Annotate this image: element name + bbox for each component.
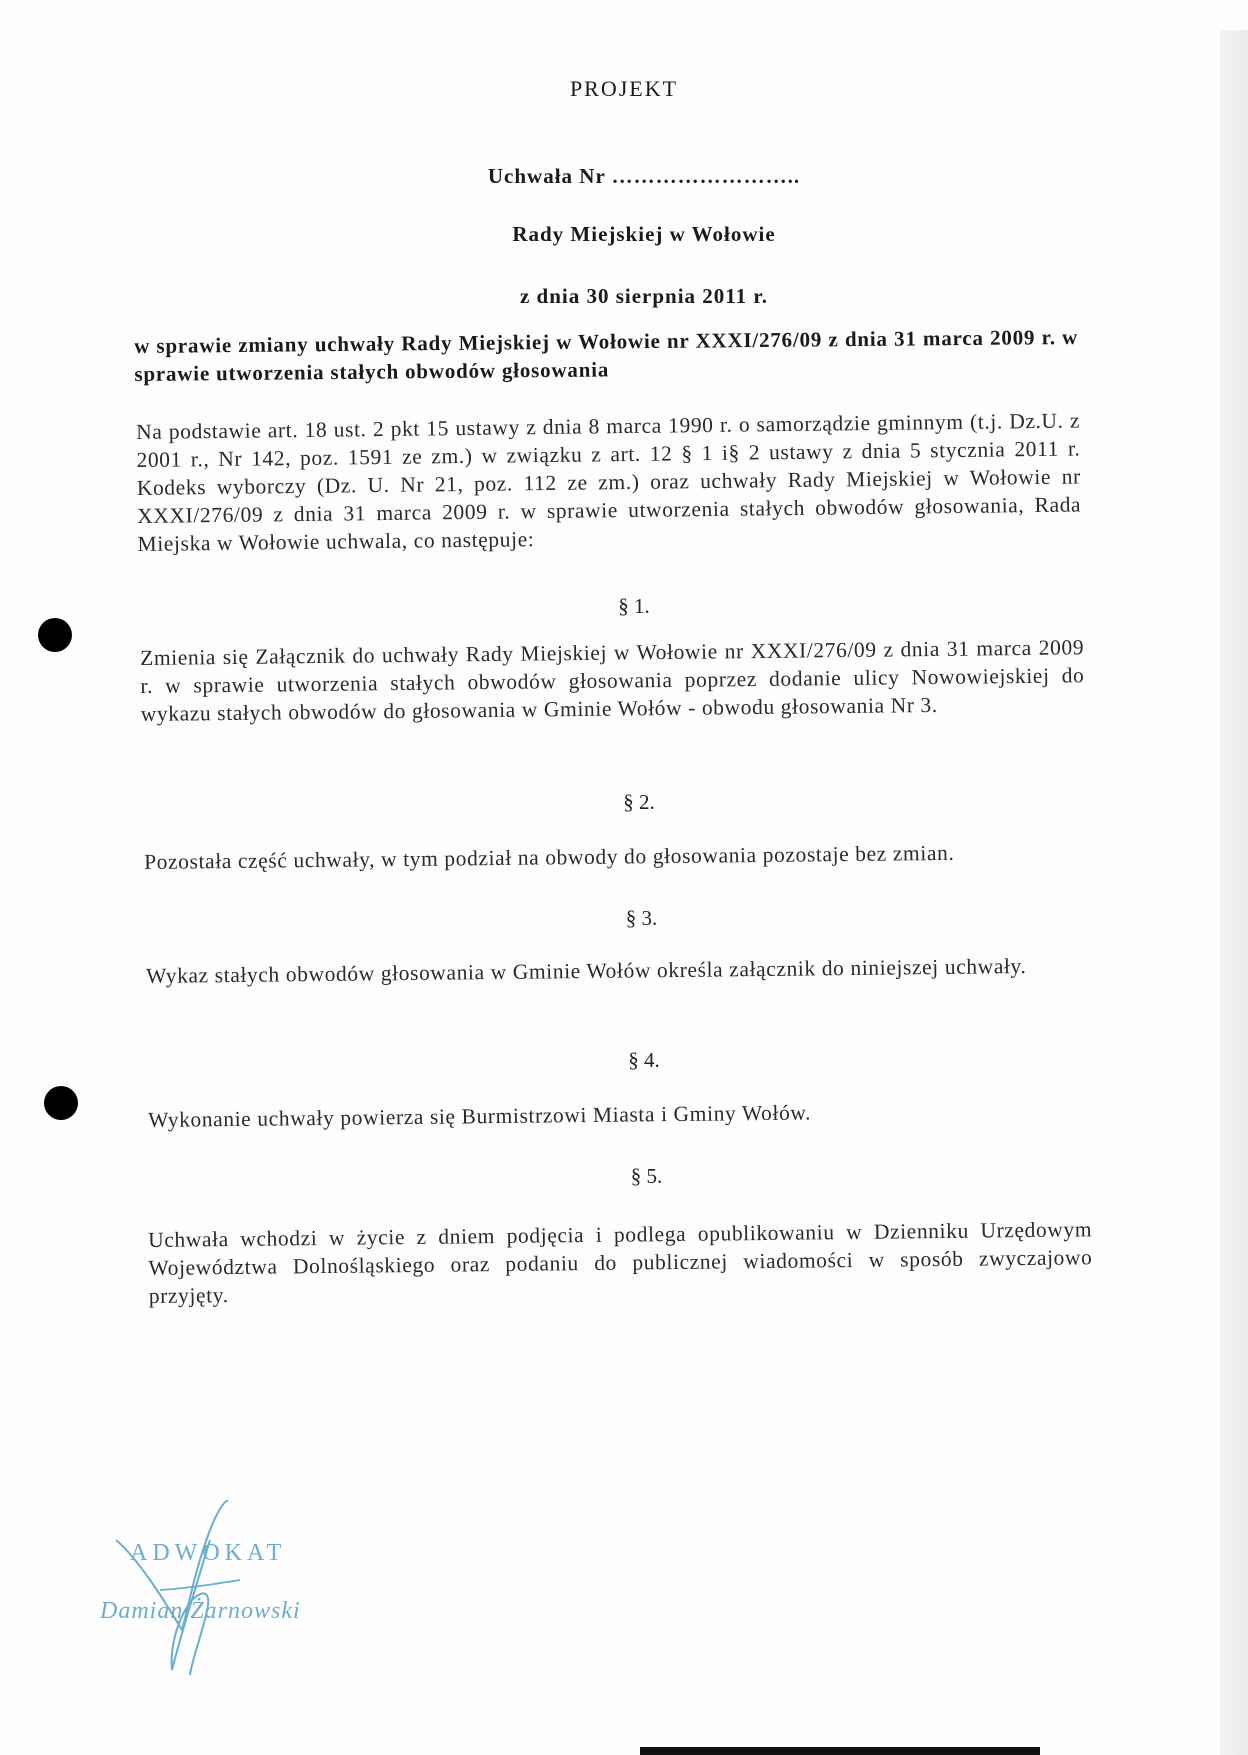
section-5-text: Uchwała wchodzi w życie z dniem podjęcia i podlega opublikowaniu w Dzienniku Urzędowym Województwa Dolnośląskiego oraz podaniu do publicznej wiadomości w sposób zwyczajowo przyjęty. (148, 1217, 1093, 1308)
scan-edge-bottom (640, 1747, 1040, 1755)
resolution-date: z dnia 30 sierpnia 2011 r. (519, 284, 769, 308)
section-4-text: Wykonanie uchwały powierza się Burmistrzowi Miasta i Gminy Wołów. (148, 1100, 812, 1132)
section-1-heading: § 1. (618, 594, 650, 618)
handwritten-signature (100, 1500, 300, 1680)
section-2-text: Pozostała część uchwały, w tym podział na obwody do głosowania pozostaje bez zmian. (144, 840, 955, 874)
punch-hole-top (38, 618, 72, 652)
council-name: Rady Miejskiej w Wołowie (512, 222, 776, 246)
stamp-name: Damian Żarnowski (100, 1598, 301, 1624)
project-label: PROJEKT (569, 76, 679, 101)
section-5-heading: § 5. (630, 1164, 663, 1188)
section-2-heading: § 2. (623, 790, 655, 814)
resolution-subject: w sprawie zmiany uchwały Rady Miejskiej w Wołowie nr XXXI/276/09 z dnia 31 marca 2009 r. w sprawie utworzenia stałych obwodów głosowania (134, 324, 1079, 386)
stamp-title: ADWOKAT (130, 1540, 287, 1566)
section-3-heading: § 3. (625, 906, 658, 930)
section-1-text: Zmienia się Załącznik do uchwały Rady Miejskiej w Wołowie nr XXXI/276/09 z dnia 31 marca 2009 r. w sprawie utworzenia stałych obwodów głosowania poprzez dodanie ulicy Nowowiejskiej do wykazu stałych obwodów do głosowania w Gminie Wołów - obwodu głosowania Nr 3. (140, 635, 1085, 726)
preamble: Na podstawie art. 18 ust. 2 pkt 15 ustawy z dnia 8 marca 1990 r. o samorządzie gminnym (t.j. Dz.U. z 2001 r., Nr 142, poz. 1591 ze zm.) w związku z art. 12 § 1 i§ 2 ustawy z dnia 5 stycznia 2011 r. Kodeks wyborczy (Dz. U. Nr 21, poz. 112 ze zm.) oraz uchwały Rady Miejskiej w Wołowie nr XXXI/276/09 z dnia 31 marca 2009 r. w sprawie utworzenia stałych obwodów głosowania, Rada Miejska w Wołowie uchwala, co następuje: (136, 408, 1082, 556)
resolution-number: Uchwała Nr …………………….. (487, 164, 801, 188)
section-3-text: Wykaz stałych obwodów głosowania w Gminie Wołów określa załącznik do niniejszej uchwały. (146, 954, 1027, 988)
section-4-heading: § 4. (628, 1048, 660, 1072)
punch-hole-bottom (44, 1086, 78, 1120)
